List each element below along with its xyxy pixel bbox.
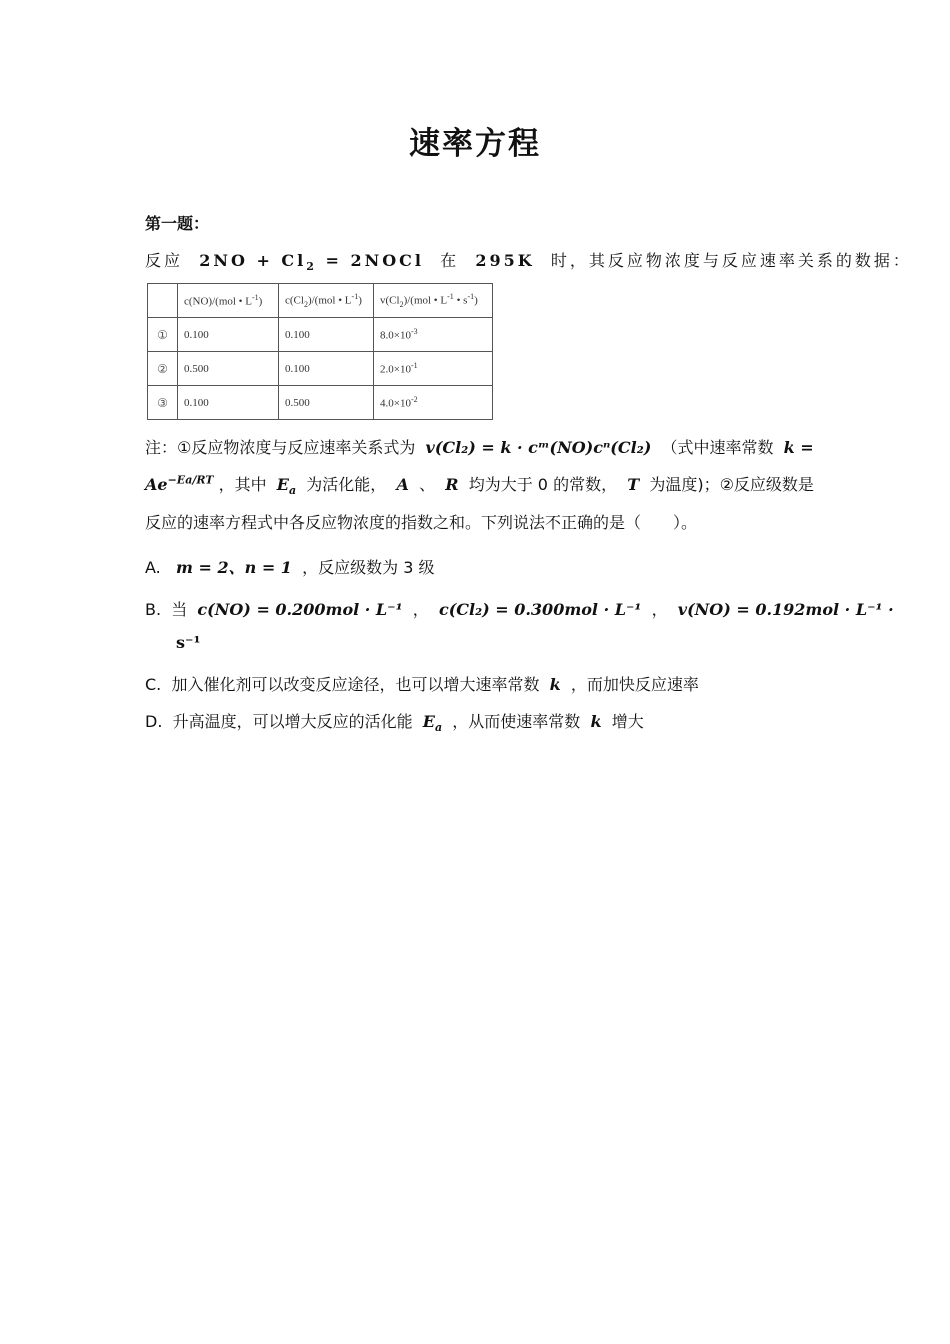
table-header-blank xyxy=(148,284,178,318)
row-rate: $8.0\times 10^{-3}$ xyxy=(374,318,493,352)
option-d: D. 升高温度，可以增大反应的活化能 $E_a$ ，从而使速率常数 k 增大 xyxy=(145,712,644,735)
row-index: ② xyxy=(148,352,178,386)
row-rate: $4.0\times 10^{-2}$ xyxy=(374,386,493,420)
intro-prefix: 反应 xyxy=(145,251,184,270)
row-c-cl2: 0.100 xyxy=(279,352,374,386)
row-index: ③ xyxy=(148,386,178,420)
table-row xyxy=(148,352,493,386)
intro-suffix: 时，其反应物浓度与反应速率关系的数据： xyxy=(550,251,912,270)
intro-line xyxy=(145,248,912,273)
temperature: 295K xyxy=(475,251,535,270)
note-line-3: 反应的速率方程式中各反应物浓度的指数之和。下列说法不正确的是（ ）。 xyxy=(145,513,698,532)
table-header-cl2: $c(Cl_2)/(mol$ • $L^{-1}$) xyxy=(279,284,374,318)
option-label: C. xyxy=(145,675,162,694)
row-c-no: 0.100 xyxy=(178,318,279,352)
page-title: 速率方程 xyxy=(409,126,541,162)
option-label: D. xyxy=(145,712,163,731)
row-index: ① xyxy=(148,318,178,352)
question-label: 第一题： xyxy=(145,214,210,233)
row-rate: $2.0\times 10^{-1}$ xyxy=(374,352,493,386)
data-table xyxy=(147,283,493,420)
table-header-v: $v(Cl_2)/(mol$ • $L^{-1}$ • $s^{-1}$) xyxy=(374,284,493,318)
table-row xyxy=(148,318,493,352)
rate-law-equation: v(Cl₂) = k · cᵐ(NO)cⁿ(Cl₂) xyxy=(425,438,652,457)
table-row xyxy=(148,386,493,420)
arrhenius-equation: $Ae^{-Ea/RT}$ xyxy=(145,473,214,494)
option-a: A. m = 2、n = 1 ，反应级数为 3 级 xyxy=(145,558,435,577)
table-header-row xyxy=(148,284,493,318)
note-line-1: 注：①反应物浓度与反应速率关系式为 v(Cl₂) = k · cᵐ(NO)cⁿ(Cl₂) （式中速率常数 k = xyxy=(145,438,814,457)
row-c-cl2: 0.100 xyxy=(279,318,374,352)
table-header-no: c(NO)/(mol • $L^{-1}$) xyxy=(178,284,279,318)
option-b-continued: s⁻¹ xyxy=(176,633,201,652)
option-b: B. 当 c(NO) = 0.200mol · L⁻¹ ， c(Cl₂) = 0.300mol · L⁻¹ ， v(NO) = 0.192mol · L⁻¹ · xyxy=(145,600,894,619)
option-c: C. 加入催化剂可以改变反应途径，也可以增大速率常数 k ，而加快反应速率 xyxy=(145,675,699,694)
reaction-equation: $2NO + Cl_2$ = 2NOCl xyxy=(199,251,424,274)
option-label: A. xyxy=(145,558,161,577)
intro-at: 在 xyxy=(440,251,460,270)
note-line-2: $Ae^{-Ea/RT}$ ，其中 $E_a$ 为活化能， A 、 R 均为大于 0 的常数， T 为温度)；②反应级数是 xyxy=(145,473,814,498)
row-c-no: 0.100 xyxy=(178,386,279,420)
row-c-cl2: 0.500 xyxy=(279,386,374,420)
row-c-no: 0.500 xyxy=(178,352,279,386)
option-label: B. xyxy=(145,600,162,619)
